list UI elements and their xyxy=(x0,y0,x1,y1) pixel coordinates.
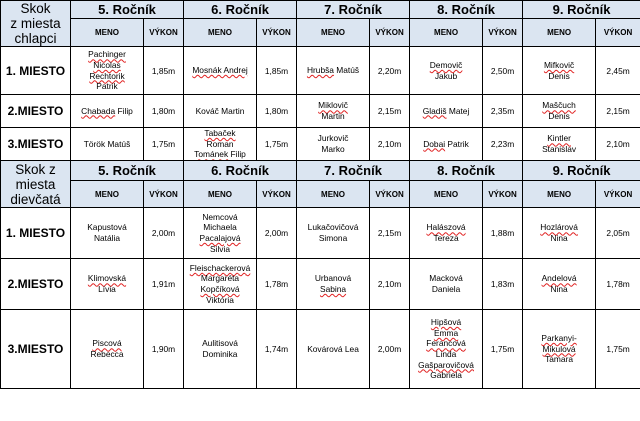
athlete-name-line: Kováč Martin xyxy=(195,105,245,116)
name-col-header: MENO xyxy=(410,181,483,208)
spellcheck-underline: Piscová xyxy=(92,338,122,349)
athlete-name-line xyxy=(192,65,247,75)
performance-cell: 2,45m xyxy=(596,47,640,95)
athlete-name-cell xyxy=(184,310,257,389)
perf-col-header: VÝKON xyxy=(483,181,523,208)
athlete-name-line xyxy=(318,100,348,110)
athlete-name-line: Margaréta xyxy=(200,273,240,284)
athlete-name-line xyxy=(541,333,576,343)
place-label: 3.MIESTO xyxy=(1,310,71,389)
athlete-name-cell xyxy=(410,95,483,128)
athlete-name-line xyxy=(543,344,576,354)
spellcheck-underline: Kintler xyxy=(547,133,571,144)
athlete-name-cell xyxy=(410,208,483,259)
spellcheck-underline: Fleischackerová xyxy=(189,262,251,273)
athlete-name-line xyxy=(204,128,235,138)
athlete-name-line: Natália xyxy=(93,233,121,243)
athlete-name-line xyxy=(88,49,126,59)
spellcheck-underline: Pacalajová xyxy=(199,233,241,243)
name-col-header: MENO xyxy=(297,19,370,47)
athlete-name-line: Simona xyxy=(318,233,348,243)
athlete-name-line: Martin xyxy=(321,111,345,121)
athlete-name-line xyxy=(544,60,574,70)
athlete-name-line: Lívia xyxy=(98,284,116,294)
athlete-name-cell xyxy=(71,47,144,95)
spellcheck-underline: Sabina xyxy=(319,284,347,294)
result-row xyxy=(1,95,640,128)
spellcheck-underline: Ferancová xyxy=(426,338,466,349)
grade-header: 7. Ročník xyxy=(297,1,410,19)
spellcheck-underline: Klimovská xyxy=(87,273,127,284)
athlete-name-line: Marko xyxy=(321,144,345,154)
athlete-name-cell xyxy=(523,310,596,389)
athlete-name-cell xyxy=(71,128,144,161)
spellcheck-underline: Hrubša xyxy=(306,65,334,76)
performance-cell: 1,83m xyxy=(483,259,523,310)
spellcheck-underline: Emma xyxy=(433,327,459,338)
athlete-name-cell xyxy=(184,259,257,310)
athlete-name-cell xyxy=(297,47,370,95)
grade-header: 9. Ročník xyxy=(523,1,640,19)
spellcheck-underline: Pachinger xyxy=(88,49,126,60)
performance-cell: 2,20m xyxy=(370,47,410,95)
spellcheck-underline: Tománek xyxy=(194,149,229,160)
spellcheck-underline: Nicolas xyxy=(93,59,121,70)
performance-cell: 2,00m xyxy=(370,310,410,389)
performance-cell: 1,78m xyxy=(257,259,297,310)
spellcheck-underline: Mosnák Andrej xyxy=(192,65,248,76)
performance-cell: 2,10m xyxy=(370,128,410,161)
performance-cell: 1,85m xyxy=(257,47,297,95)
spellcheck-underline: Kopčíková xyxy=(200,284,240,294)
athlete-name-line xyxy=(190,263,251,273)
athlete-name-line xyxy=(542,273,577,283)
place-label: 1. MIESTO xyxy=(1,208,71,259)
place-label: 2.MIESTO xyxy=(1,259,71,310)
place-label: 2.MIESTO xyxy=(1,95,71,128)
spellcheck-underline: Chabada xyxy=(81,105,116,116)
performance-cell: 2,15m xyxy=(370,95,410,128)
spellcheck-underline: Andelová xyxy=(541,273,577,284)
performance-cell: 2,15m xyxy=(596,95,640,128)
athlete-name-line: Nina xyxy=(550,284,568,294)
grade-header-row xyxy=(1,161,640,181)
athlete-name-line xyxy=(89,71,124,81)
performance-cell: 1,85m xyxy=(144,47,184,95)
athlete-name-line: Tománek Filip xyxy=(194,149,246,160)
athlete-name-line xyxy=(542,100,576,110)
grade-header: 5. Ročník xyxy=(71,1,184,19)
spellcheck-underline: Hozlárová xyxy=(540,222,578,233)
category-line: dievčatá xyxy=(10,191,61,207)
athlete-name-line: Kovárová Lea xyxy=(307,343,359,354)
perf-col-header: VÝKON xyxy=(257,19,297,47)
spellcheck-underline: Hipšová xyxy=(430,317,462,328)
perf-col-header: VÝKON xyxy=(596,181,640,208)
performance-cell: 2,00m xyxy=(144,208,184,259)
performance-cell: 1,91m xyxy=(144,259,184,310)
athlete-name-line: Jurkovič xyxy=(317,133,349,144)
spellcheck-underline: Dobai xyxy=(423,138,446,149)
athlete-name-line xyxy=(418,360,474,370)
performance-cell: 1,80m xyxy=(257,95,297,128)
athlete-name-line xyxy=(430,60,463,70)
perf-col-header: VÝKON xyxy=(144,19,184,47)
athlete-name-line: Jakub xyxy=(434,70,458,81)
grade-header: 7. Ročník xyxy=(297,161,410,181)
athlete-name-line xyxy=(320,284,346,294)
athlete-name-cell xyxy=(184,128,257,161)
performance-cell: 1,74m xyxy=(257,310,297,389)
name-col-header: MENO xyxy=(184,181,257,208)
athlete-name-line: Denis xyxy=(548,111,570,121)
athlete-name-cell xyxy=(297,310,370,389)
athlete-name-line: Michaela xyxy=(203,222,237,233)
grade-header: 8. Ročník xyxy=(410,161,523,181)
performance-cell: 2,05m xyxy=(596,208,640,259)
athlete-name-line: Denis xyxy=(548,70,570,81)
performance-cell: 1,90m xyxy=(144,310,184,389)
performance-cell: 2,35m xyxy=(483,95,523,128)
performance-cell: 2,10m xyxy=(596,128,640,161)
athlete-name-line: Macková xyxy=(429,273,463,284)
place-label: 1. MIESTO xyxy=(1,47,71,95)
athlete-name-line xyxy=(426,222,465,232)
performance-cell: 2,15m xyxy=(370,208,410,259)
category-line: miesta xyxy=(15,176,56,192)
spellcheck-underline: Halászová xyxy=(426,222,466,233)
result-row xyxy=(1,310,640,389)
athlete-name-cell xyxy=(297,95,370,128)
athlete-name-line xyxy=(540,222,578,232)
category-line: chlapci xyxy=(14,31,57,46)
name-col-header: MENO xyxy=(184,19,257,47)
athlete-name-line: Rebecca xyxy=(90,349,124,359)
subheader-row xyxy=(1,19,640,47)
perf-col-header: VÝKON xyxy=(144,181,184,208)
athlete-name-cell xyxy=(523,47,596,95)
athlete-name-cell xyxy=(410,310,483,389)
athlete-name-line: Lukačovičová xyxy=(307,222,359,233)
athlete-name-line: Aulitisová xyxy=(202,338,238,349)
athlete-name-line xyxy=(431,317,461,327)
athlete-name-line: Silvia xyxy=(210,243,231,254)
performance-cell: 1,80m xyxy=(144,95,184,128)
category-cell xyxy=(1,161,71,208)
performance-cell: 2,23m xyxy=(483,128,523,161)
name-col-header: MENO xyxy=(523,181,596,208)
performance-cell: 2,50m xyxy=(483,47,523,95)
athlete-name-line: Gladiš Matej xyxy=(422,105,470,116)
athlete-name-cell xyxy=(184,208,257,259)
athlete-name-line: Daniela xyxy=(431,284,461,294)
athlete-name-line xyxy=(200,284,239,294)
performance-cell: 1,75m xyxy=(483,310,523,389)
category-line: z miesta xyxy=(10,16,61,31)
athlete-name-line: Chabada Filip xyxy=(81,105,133,116)
name-col-header: MENO xyxy=(410,19,483,47)
athlete-name-cell xyxy=(71,310,144,389)
grade-header: 6. Ročník xyxy=(184,161,297,181)
athlete-name-cell xyxy=(410,259,483,310)
athlete-name-cell xyxy=(71,95,144,128)
spellcheck-underline: Tabaček xyxy=(204,128,236,139)
athlete-name-line: Stanislav xyxy=(542,144,577,154)
result-row xyxy=(1,128,640,161)
athlete-name-line: Patrik xyxy=(96,81,118,92)
athlete-name-cell xyxy=(523,259,596,310)
name-col-header: MENO xyxy=(71,181,144,208)
spellcheck-underline: Maščuch xyxy=(542,100,576,111)
name-col-header: MENO xyxy=(71,19,144,47)
spellcheck-underline: Demovič xyxy=(429,59,463,70)
performance-cell: 1,75m xyxy=(144,128,184,161)
athlete-name-line: Urbanová xyxy=(314,273,352,284)
athlete-name-cell xyxy=(184,47,257,95)
name-col-header: MENO xyxy=(297,181,370,208)
perf-col-header: VÝKON xyxy=(483,19,523,47)
category-line: Skok xyxy=(20,1,51,16)
spellcheck-underline: Rechtorik xyxy=(89,70,125,81)
athlete-name-line xyxy=(200,233,241,243)
athlete-name-line: Nina xyxy=(550,233,568,243)
spellcheck-underline: Gašparovičová xyxy=(418,359,474,370)
athlete-name-line xyxy=(93,60,120,70)
result-row xyxy=(1,47,640,95)
athlete-name-line xyxy=(547,133,571,143)
athlete-name-cell xyxy=(184,95,257,128)
performance-cell: 1,75m xyxy=(596,310,640,389)
athlete-name-line: Tamara xyxy=(545,354,574,365)
place-label: 3.MIESTO xyxy=(1,128,71,161)
athlete-name-line xyxy=(426,338,466,348)
athlete-name-cell xyxy=(410,47,483,95)
athlete-name-line: Dominika xyxy=(202,349,238,359)
performance-cell: 1,78m xyxy=(596,259,640,310)
athlete-name-cell xyxy=(410,128,483,161)
result-row xyxy=(1,208,640,259)
spellcheck-underline: Mifkovič xyxy=(543,59,575,70)
athlete-name-line: Gabriela xyxy=(430,370,462,381)
athlete-name-line: Tereza xyxy=(433,233,459,243)
spellcheck-underline: Miklovič xyxy=(318,100,348,111)
performance-cell: 2,10m xyxy=(370,259,410,310)
category-line: Skok z xyxy=(15,161,56,177)
athlete-name-line xyxy=(434,328,458,338)
grade-header: 6. Ročník xyxy=(184,1,297,19)
athlete-name-line xyxy=(92,338,121,348)
athlete-name-line: Dobai Patrik xyxy=(423,138,469,149)
performance-cell: 1,75m xyxy=(257,128,297,161)
athlete-name-cell xyxy=(297,128,370,161)
grade-header: 9. Ročník xyxy=(523,161,640,181)
athlete-name-line: Linda xyxy=(435,349,457,359)
grade-header: 8. Ročník xyxy=(410,1,523,19)
athlete-name-line: Hrubša Matúš xyxy=(306,65,360,76)
athlete-name-line: Kapustová xyxy=(87,222,127,233)
perf-col-header: VÝKON xyxy=(370,19,410,47)
grade-header: 5. Ročník xyxy=(71,161,184,181)
performance-cell: 2,00m xyxy=(257,208,297,259)
name-col-header: MENO xyxy=(523,19,596,47)
athlete-name-cell xyxy=(71,208,144,259)
athlete-name-line: Török Matúš xyxy=(83,138,131,149)
athlete-name-cell xyxy=(523,208,596,259)
result-row xyxy=(1,259,640,310)
subheader-row xyxy=(1,181,640,208)
athlete-name-cell xyxy=(71,259,144,310)
spellcheck-underline: Parkanyi- xyxy=(541,333,577,344)
athlete-name-line xyxy=(88,273,126,283)
athlete-name-cell xyxy=(297,259,370,310)
perf-col-header: VÝKON xyxy=(596,19,640,47)
category-cell xyxy=(1,1,71,47)
athlete-name-line: Roman xyxy=(206,138,234,149)
athlete-name-line: Viktória xyxy=(206,294,234,305)
performance-cell: 1,88m xyxy=(483,208,523,259)
athlete-name-cell xyxy=(523,95,596,128)
spellcheck-underline: Mikulová xyxy=(542,343,576,354)
grade-header-row xyxy=(1,1,640,19)
athlete-name-line: Nemcová xyxy=(202,211,238,222)
athlete-name-cell xyxy=(297,208,370,259)
perf-col-header: VÝKON xyxy=(257,181,297,208)
spellcheck-underline: Gladiš xyxy=(422,105,447,116)
athlete-name-cell xyxy=(523,128,596,161)
perf-col-header: VÝKON xyxy=(370,181,410,208)
